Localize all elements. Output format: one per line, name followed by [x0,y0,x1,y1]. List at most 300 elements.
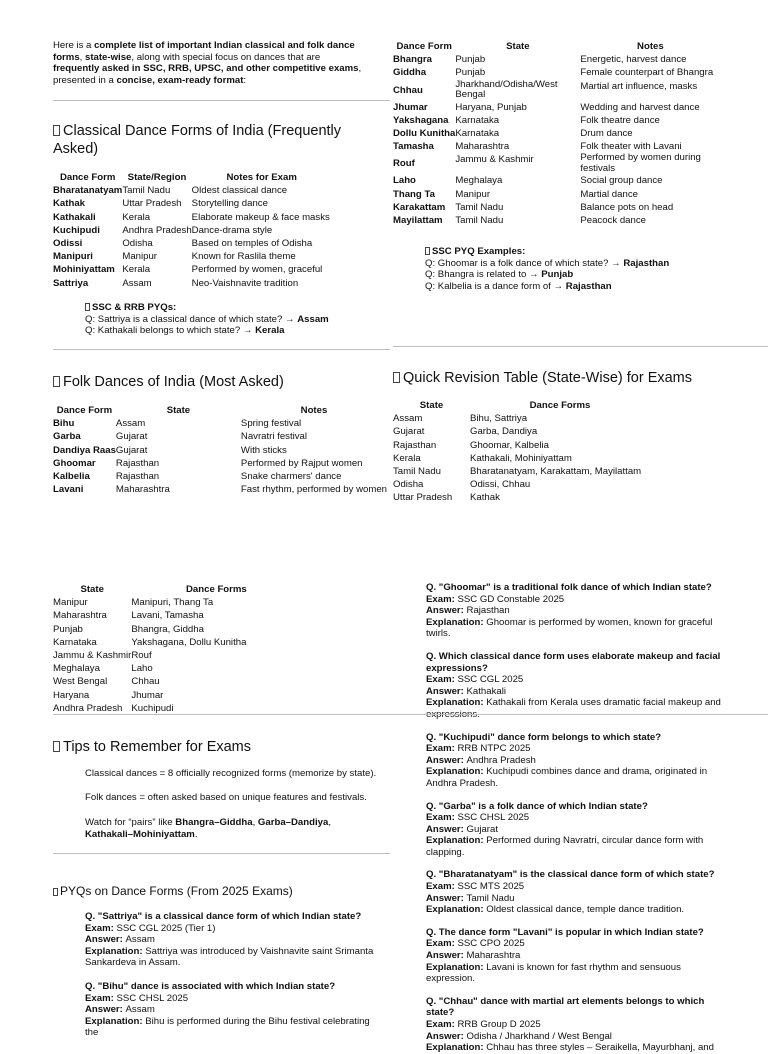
table-cell: Assam [393,413,423,425]
pyq-explanation-label: Explanation: [85,945,146,957]
table-cell: Karnataka [455,114,500,126]
table-row [53,470,387,483]
table-cell: Navratri festival [240,431,308,443]
table-cell: Dollu Kunitha [393,128,456,140]
table-cell: Kerala [122,211,151,223]
pyq-item [426,732,726,790]
text-run: , [328,817,331,828]
table-row [53,483,387,496]
pyq-explanation-line [426,904,726,916]
column-header: Notes [637,41,664,52]
pyq-exam-value: SSC CHSL 2025 [116,992,189,1004]
table-cell: Assam [115,418,146,430]
missing-glyph-icon [85,303,90,311]
table-cell: Maharashtra [115,484,170,496]
table-cell: Tamasha [393,141,434,153]
table-cell: Karnataka [455,128,500,140]
revision-table [393,399,650,505]
pyq-answer-line [426,755,726,767]
pyq-explanation-value: Ghoomar is performed by women, known for graceful twirls. [426,616,713,640]
table-cell: Jharkhand/Odisha/West Bengal [455,78,558,101]
table-cell: Rajasthan [115,457,160,469]
pyq-item [85,911,385,969]
pyq-exam-label: Exam: [426,674,458,686]
table-cell: Bharatanatyam, Karakattam, Mayilattam [470,466,642,478]
folk-table-continued [393,40,720,227]
tip-item: Classical dances = 8 officially recognized forms (memorize by state). [85,768,377,779]
missing-glyph-icon [393,372,400,383]
pyq-explanation-value: Kuchipudi combines dance and drama, originated in Andhra Pradesh. [426,766,708,789]
column-header: Notes for Exam [226,172,297,183]
missing-glyph-icon [53,125,60,136]
table-cell: Bihu, Sattriya [470,413,528,425]
table-row [393,439,650,452]
table-cell: Ghoomar, Kalbelia [470,439,549,451]
table-row [393,66,720,79]
divider [53,100,390,101]
pyq-question: Q. "Ghoomar" is a traditional folk dance of which Indian state? [426,582,712,593]
pyq-question: Q: Bhangra is related to → [425,269,542,281]
column-header: Dance Form [59,172,116,183]
table-cell: Rouf [131,650,152,662]
pyq-explanation-value: Sattriya was introduced by Vaishnavite saint Srimanta Sankardeva in Assam. [85,945,374,969]
table-cell: Sattriya [53,277,89,289]
pyq-answer-line [426,824,726,836]
table-cell: Mohiniyattam [53,264,115,276]
pyq-question: Q: Kalbelia is a dance form of → [425,280,566,292]
table-cell: Haryana, Punjab [455,101,527,113]
pyq-answer-value: Maharashtra [466,950,521,962]
pyq-exam-label: Exam: [426,743,458,755]
table-cell: Fast rhythm, performed by women [240,484,388,496]
table-cell: Based on temples of Odisha [191,238,313,250]
pyq-exam-value: SSC MTS 2025 [457,881,525,893]
pyq-exam-label: Exam: [426,1019,458,1030]
pyq-exam-label: Exam: [426,593,458,605]
table-cell: Snake charmers' dance [240,471,342,483]
table-cell: Bhangra [393,54,432,66]
divider [53,349,390,350]
table-cell: Garba [53,431,81,443]
pyq-list-right [426,582,726,1054]
table-cell: Kathakali [53,211,96,223]
table-cell: Rouf [393,158,415,170]
pyq-answer-value: Kathakali [466,685,506,697]
intro-paragraph [53,40,366,86]
table-cell: Punjab [455,54,486,66]
classical-pyq-block [85,302,385,337]
pyq-heading: SSC PYQ Examples: [432,246,526,257]
table-cell: Karnataka [53,636,97,648]
pyq-explanation-value: Kathakali from Kerala uses dramatic facial makeup and [486,697,721,709]
table-cell: Thang Ta [393,188,435,200]
pyq-explanation-line [426,962,726,985]
table-row [53,184,332,197]
pyq-answer-label: Answer: [85,1004,126,1016]
missing-glyph-icon [53,888,58,896]
table-cell: Manipur [455,188,491,200]
text-run: : [243,74,247,86]
pyq-question: Q. "Chhau" dance with martial art elements belongs to which state? [426,995,705,1019]
pyq-answer-value: Rajasthan [466,605,510,617]
pyq-question: Q. The dance form "Lavani" is popular in which Indian state? [426,926,704,938]
table-cell: Performed by women, graceful [191,264,323,276]
table-cell: Odisha [393,479,424,491]
pyq-list-left [85,911,385,1039]
table-row [53,457,387,470]
table-cell: Folk theatre dance [580,114,660,126]
text-run: Here is a [53,40,95,51]
table-cell: West Bengal [53,676,108,688]
pyq-explanation-line [426,1042,726,1054]
pyq-explanation-label: Explanation: [426,1042,487,1054]
missing-glyph-icon [53,376,60,387]
table-row [393,478,650,491]
table-cell: Drum dance [580,128,633,140]
table-cell: Tamil Nadu [122,185,171,197]
table-cell: Jhumar [393,101,428,113]
text-run: , [252,817,258,828]
pyq-answer: Rajasthan [623,257,670,269]
column-header: Dance Form [396,41,452,52]
pyq-exam-label: Exam: [85,992,117,1004]
pyq-exam-line [426,674,726,686]
revision-section-title [393,369,763,387]
table-cell: Known for Raslila theme [191,251,296,263]
pyq-explanation-label: Explanation: [426,697,487,709]
pyq-exam-line [85,993,385,1005]
table-cell: Gujarat [393,426,425,438]
table-cell: Kuchipudi [53,224,100,236]
text-run: , presented in a [53,63,362,86]
table-cell: Punjab [455,67,486,79]
pyq-answer-line [426,605,726,617]
pyq-exam-label: Exam: [426,938,458,950]
revision-table-continued [53,583,301,715]
table-row [53,197,332,210]
table-row [393,214,720,227]
table-cell: Jammu & Kashmir [53,650,132,662]
table-cell: Wedding and harvest dance [580,101,700,113]
table-header-row [53,583,301,596]
pyq-answer-label: Answer: [426,754,467,766]
table-cell: Laho [131,663,153,675]
bold-text: state-wise [85,51,132,63]
table-cell: Kerala [393,452,421,464]
table-cell: Giddha [393,67,427,79]
folk-section-title [53,373,373,391]
pyq-answer-value: Assam [125,934,155,946]
table-cell: Haryana [53,689,90,701]
table-row [393,153,720,174]
table-cell: Female counterpart of Bhangra [580,67,714,79]
table-cell: Garba, Dandiya [470,426,538,438]
column-header: State/Region [127,172,187,183]
pyq-answer-label: Answer: [426,1030,467,1042]
table-cell: Martial dance [580,188,638,200]
pyq-answer-label: Answer: [426,950,467,962]
table-cell: Tamil Nadu [455,215,504,227]
pyq-answer: Punjab [541,269,574,281]
pyq-exam-value: SSC CPO 2025 [457,938,525,950]
table-cell: Lavani [53,484,84,496]
pyq-answer-line [426,893,726,905]
pyq-answer-value: Tamil Nadu [466,892,515,904]
pyq-explanation-line [426,835,726,858]
classical-title-text: Classical Dance Forms of India (Frequently Asked) [53,123,342,158]
table-row [53,277,332,290]
bold-text: Kathakali–Mohiniyattam [85,828,195,840]
pyq-exam-label: Exam: [426,881,458,893]
table-row [53,675,301,688]
table-row [53,609,301,622]
table-cell: Gujarat [115,431,148,443]
pyq-explanation-line [85,946,385,969]
table-cell: Dance-drama style [191,224,273,236]
table-row [53,596,301,609]
pyq-exam-line [426,1019,726,1031]
pyq-exam-line [426,812,726,824]
table-row [393,188,720,201]
column-header: State [419,400,444,411]
table-cell: Rajasthan [115,471,160,483]
bold-text: Bhangra–Giddha [175,817,253,828]
pyq-answer-value: Andhra Pradesh [466,754,536,766]
pyq-answer-line [426,686,726,698]
pyq-line [85,314,385,326]
table-cell: Storytelling dance [191,198,268,210]
bold-text: concise, exam-ready format [116,74,244,86]
column-header: Dance Form [56,405,113,416]
table-cell: Ghoomar [53,457,96,469]
pyq-explanation-value: Chhau has three styles – Seraikella, Mayurbhanj, and [486,1042,714,1054]
bold-text: complete list of important Indian classical and folk dance forms [53,40,355,63]
pyq-answer: Assam [297,313,329,325]
text-run: , [79,51,85,63]
table-cell: Spring festival [240,418,302,430]
pyq-exam-line [85,923,385,935]
table-row [53,430,387,443]
table-cell: Folk theater with Lavani [580,141,682,153]
divider [390,714,768,715]
pyq-explanation-label: Explanation: [426,766,487,778]
pyq-answer-line [85,934,385,946]
pyq-answer: Kerala [255,325,285,337]
table-row [53,417,387,430]
table-row [53,224,332,237]
pyq-answer-label: Answer: [85,934,126,946]
table-cell: Kalbelia [53,471,90,483]
pyq-exam-line [426,594,726,606]
folk-title-text: Folk Dances of India (Most Asked) [63,374,284,390]
table-cell: Tamil Nadu [455,201,504,213]
table-cell: Bharatanatyam [53,185,123,197]
table-cell: Punjab [53,623,83,635]
table-row [53,623,301,636]
table-cell: Kuchipudi [131,702,174,714]
table-cell: Uttar Pradesh [393,492,453,504]
column-header: Dance Forms [185,584,247,595]
revision-title-text: Quick Revision Table (State-Wise) for Exams [403,370,693,386]
table-cell: Martial art influence, masks [580,80,698,92]
pyq-question: Q. "Bharatanatyam" is the classical dance form of which state? [426,869,715,881]
pyq-explanation-label: Explanation: [426,904,487,916]
table-cell: Dandiya Raas [53,444,116,456]
table-row [53,444,387,457]
pyq-exam-label: Exam: [85,922,117,934]
table-row [393,53,720,66]
pyq-exam-line [426,743,726,755]
pyq-explanation-line [426,617,726,640]
pyq-explanation-value: Oldest classical dance, temple dance tradition. [486,904,685,916]
table-cell: Odissi, Chhau [470,479,531,491]
pyq-question: Q. "Bihu" dance is associated with which Indian state? [85,980,336,992]
pyq-answer-line [426,950,726,962]
pyq-line [425,281,745,293]
table-cell: Bhangra, Giddha [131,623,204,635]
text-run: , along with special focus on dances that are [131,51,321,63]
table-cell: Performed by Rajput women [240,457,363,469]
table-header-row [393,399,650,412]
pyq-answer-line [426,1031,726,1043]
table-cell: Chhau [393,84,423,96]
column-header: State [166,405,191,416]
pyq-exam-value: SSC CGL 2025 [457,674,524,686]
pyq-answer-label: Answer: [426,685,467,697]
pyq-item [426,801,726,859]
pyq-item [426,651,726,721]
table-cell: Maharashtra [455,141,510,153]
table-cell: Manipuri [53,251,93,263]
table-row [53,211,332,224]
table-row [393,201,720,214]
table-cell: Meghalaya [455,175,503,187]
pyqs-2025-title-text: PYQs on Dance Forms (From 2025 Exams) [60,884,293,898]
table-cell: Balance pots on head [580,201,674,213]
table-cell: Meghalaya [53,663,100,675]
table-cell: Social group dance [580,175,663,187]
pyq-item [85,981,385,1039]
table-cell: Karakattam [393,201,446,213]
pyq-exam-value: RRB NTPC 2025 [457,743,531,755]
table-header-row [53,404,387,417]
pyq-explanation-line [426,697,726,720]
table-cell: Kerala [122,264,151,276]
pyq-answer-label: Answer: [426,605,467,617]
pyq-explanation-line [85,1016,385,1039]
pyq-explanation-value: Lavani is known for fast rhythm and sensuous expression. [426,961,681,985]
pyq-line [425,269,745,281]
table-cell: Peacock dance [580,215,646,227]
pyq-item [426,927,726,985]
table-cell: Manipur [122,251,157,263]
table-cell: Rajasthan [393,439,437,451]
table-cell: Energetic, harvest dance [580,54,687,66]
divider [53,853,390,854]
pyq-explanation-value: Bihu is performed during the Bihu festival celebrating the [85,1015,370,1039]
pyq-line [425,258,745,270]
pyq-answer-value: Odisha / Jharkhand / West Bengal [466,1030,612,1042]
table-cell: Oldest classical dance [191,185,288,197]
table-row [53,689,301,702]
divider [53,714,390,715]
table-cell: Jhumar [131,689,164,701]
pyq-question: Q. "Kuchipudi" dance form belongs to which state? [426,731,662,743]
table-row [393,465,650,478]
table-cell: Uttar Pradesh [122,198,182,210]
pyq-question: Q. Which classical dance form uses elaborate makeup and facial expressions? [426,650,721,674]
pyq-explanation-label: Explanation: [426,961,487,973]
table-cell: Manipur [53,597,88,609]
table-cell: Andhra Pradesh [122,224,192,236]
table-cell: Mayilattam [393,215,443,227]
text-run: Watch for “pairs” like [85,817,176,828]
bold-text: frequently asked in SSC, RRB, UPSC, and other competitive exams [53,63,359,75]
tips-section-title [53,738,373,756]
table-row [393,412,650,425]
table-cell: Tamil Nadu [393,466,441,478]
table-row [393,80,720,101]
table-row [53,237,332,250]
table-cell: Yakshagana [393,114,449,126]
table-row [53,250,332,263]
table-row [393,452,650,465]
column-header: State [506,41,530,52]
table-header-row [393,40,720,53]
text-run: . [194,828,198,840]
column-header: Dance Forms [529,400,591,411]
table-cell: Andhra Pradesh [53,702,123,714]
table-cell: Laho [393,175,416,187]
table-cell: Neo-Vaishnavite tradition [191,277,299,289]
table-row [53,662,301,675]
tips-title-text: Tips to Remember for Exams [63,739,252,755]
pyq-question: Q: Sattriya is a classical dance of which state? → [85,313,298,325]
pyq-answer: Rajasthan [565,280,612,292]
missing-glyph-icon [53,741,60,752]
table-row [53,649,301,662]
pyq-exam-value: SSC GD Constable 2025 [457,593,565,605]
table-cell: Yakshagana, Dollu Kunitha [131,636,247,648]
table-cell: Maharashtra [53,610,107,622]
folk-pyq-block [425,246,745,292]
classical-section-title [53,122,353,158]
pyq-question: Q: Ghoomar is a folk dance of which state? → [425,257,624,269]
pyq-question: Q. "Sattriya" is a classical dance form of which Indian state? [85,911,362,922]
pyq-question: Q: Kathakali belongs to which state? → [85,325,256,337]
pyq-exam-line [426,938,726,950]
pyq-answer-value: Assam [125,1004,155,1016]
column-header: Notes [300,405,328,416]
table-cell: Performed by women during festivals [580,152,701,174]
table-row [393,174,720,187]
bold-text: Garba–Dandiya [257,817,329,828]
pyq-answer-label: Answer: [426,892,467,904]
pyq-exam-value: RRB Group D 2025 [457,1019,541,1030]
tip-item: Folk dances = often asked based on unique features and festivals. [85,792,367,803]
folk-table [53,404,387,496]
pyq-exam-value: SSC CGL 2025 (Tier 1) [116,922,216,934]
table-row [393,491,650,504]
table-row [393,101,720,114]
pyq-exam-value: SSC CHSL 2025 [457,812,530,824]
divider [393,346,768,347]
table-cell: Chhau [131,676,160,688]
pyq-heading: SSC & RRB PYQs: [92,302,177,313]
table-cell: Assam [122,277,152,289]
table-cell: Odisha [122,238,153,250]
tip-item [85,817,375,840]
